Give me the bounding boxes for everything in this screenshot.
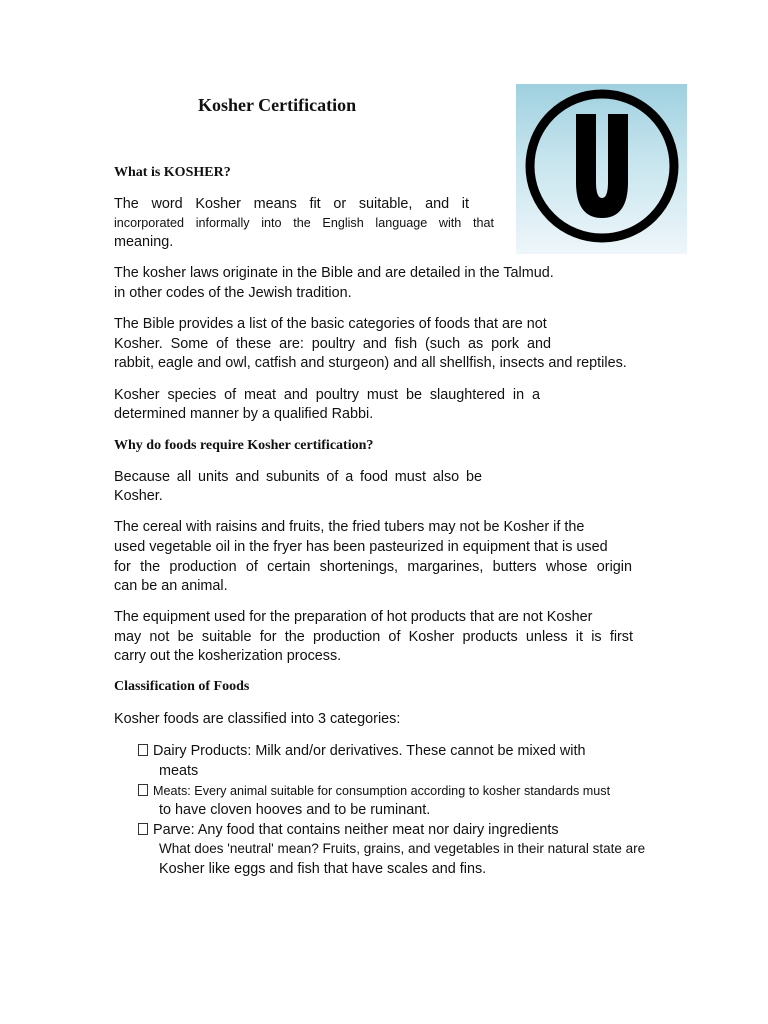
paragraph-line: for the production of certain shortenings, margarines, butters whose origin bbox=[114, 559, 632, 575]
list-item-continuation: What does 'neutral' mean? Fruits, grains, and vegetables in their natural state are bbox=[159, 841, 646, 856]
paragraph-line: Kosher species of meat and poultry must be slaughtered in a bbox=[114, 387, 540, 403]
ou-kosher-symbol-icon bbox=[516, 84, 687, 254]
paragraph-line: Kosher. Some of these are: poultry and fish (such as pork and bbox=[114, 336, 551, 352]
list-item-meats: Meats: Every animal suitable for consumption according to kosher standards must bbox=[138, 781, 610, 801]
heading-classification: Classification of Foods bbox=[114, 679, 250, 694]
list-item-continuation: meats bbox=[159, 763, 199, 779]
paragraph-line: determined manner by a qualified Rabbi. bbox=[114, 406, 374, 422]
paragraph-line: The equipment used for the preparation of hot products that are not Kosher bbox=[114, 609, 593, 625]
paragraph-line: can be an animal. bbox=[114, 578, 228, 594]
paragraph-line: The cereal with raisins and fruits, the fried tubers may not be Kosher if the bbox=[114, 519, 585, 535]
list-item-dairy: Dairy Products: Milk and/or derivatives. These cannot be mixed with bbox=[138, 741, 585, 761]
paragraph-line: may not be suitable for the production of Kosher products unless it is first bbox=[114, 629, 633, 645]
paragraph-line: in other codes of the Jewish tradition. bbox=[114, 285, 352, 301]
paragraph-line: meaning. bbox=[114, 234, 174, 250]
page-title: Kosher Certification bbox=[198, 95, 357, 115]
paragraph-line: The word Kosher means fit or suitable, and it bbox=[114, 196, 469, 212]
heading-what-is-kosher: What is KOSHER? bbox=[114, 165, 231, 180]
list-item-continuation: to have cloven hooves and to be ruminant. bbox=[159, 802, 431, 818]
paragraph-line: carry out the kosherization process. bbox=[114, 648, 342, 664]
heading-why-certification: Why do foods require Kosher certification? bbox=[114, 438, 374, 453]
paragraph-line: The Bible provides a list of the basic categories of foods that are not bbox=[114, 316, 547, 332]
paragraph-line: incorporated informally into the English language with that bbox=[114, 216, 494, 230]
paragraph-line: Because all units and subunits of a food must also be bbox=[114, 469, 482, 485]
list-item-continuation: Kosher like eggs and fish that have scales and fins. bbox=[159, 861, 487, 877]
paragraph-line: used vegetable oil in the fryer has been pasteurized in equipment that is used bbox=[114, 539, 608, 555]
checkbox-bullet-icon bbox=[138, 744, 148, 756]
paragraph-line: Kosher foods are classified into 3 categories: bbox=[114, 711, 401, 727]
checkbox-bullet-icon bbox=[138, 823, 148, 835]
paragraph-line: rabbit, eagle and owl, catfish and sturgeon) and all shellfish, insects and reptiles. bbox=[114, 355, 627, 371]
checkbox-bullet-icon bbox=[138, 784, 148, 796]
paragraph-line: The kosher laws originate in the Bible and are detailed in the Talmud. bbox=[114, 265, 554, 281]
kosher-logo bbox=[516, 84, 687, 254]
list-item-parve: Parve: Any food that contains neither meat nor dairy ingredients bbox=[138, 820, 559, 840]
paragraph-line: Kosher. bbox=[114, 488, 163, 504]
